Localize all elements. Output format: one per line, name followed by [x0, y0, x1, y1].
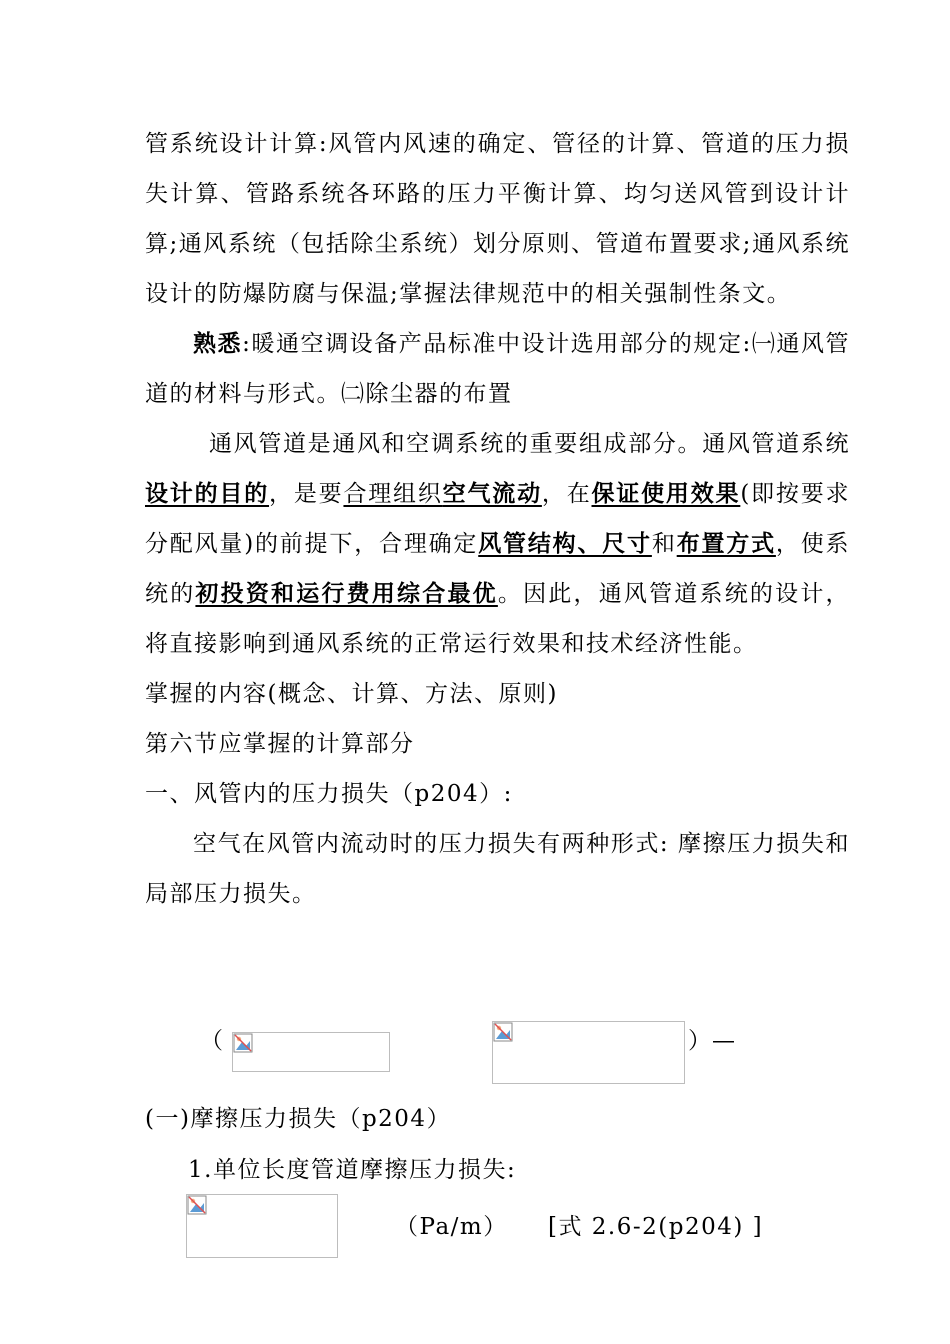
broken-image-icon	[233, 1033, 253, 1053]
body-text	[145, 119, 850, 919]
formula-reference: [式 2.6-2(p204) ]	[548, 1214, 764, 1240]
formula-unit: （Pa/m）	[395, 1214, 508, 1240]
familiar-label: 熟悉	[193, 330, 243, 357]
paragraph-design-calc: 管系统设计计算:风管内风速的确定、管径的计算、管道的压力损失计算、管路系统各环路的压力平衡计算、均匀送风管到设计计算;通风系统（包括除尘系统）划分原则、管道布置要求;通风系统设计的防爆防腐与保温;掌握法律规范中的相关强制性条文。	[145, 131, 850, 307]
formula-close-paren: ）	[688, 1028, 713, 1054]
paragraph-duct-purpose: 通风管道是通风和空调系统的重要组成部分。通风管道系统设计的目的，是要合理组织空气流动，在保证使用效果(即按要求分配风量)的前提下，合理确定风管结构、尺寸和布置方式，使系统的初投资和运行费用综合最优。因此，通风管道系统的设计，将直接影响到通风系统的正常运行效果和技术经济性能。	[145, 431, 851, 657]
paragraph-familiar: 熟悉:暖通空调设备产品标准中设计选用部分的规定:㈠通风管道的材料与形式。㈡除尘器的布置	[145, 330, 851, 407]
subheading-friction-loss: (一)摩擦压力损失（p204）	[145, 1106, 452, 1132]
broken-image-icon	[187, 1195, 207, 1215]
formula-image-2	[492, 1021, 685, 1084]
broken-image-icon	[493, 1022, 513, 1042]
formula-open-paren: （	[200, 1028, 225, 1054]
paragraph-two-forms: 空气在风管内流动时的压力损失有两种形式: 摩擦压力损失和局部压力损失。	[145, 831, 850, 907]
heading-pressure-loss: 一、风管内的压力损失（p204）:	[145, 781, 513, 807]
formula-image-3	[186, 1194, 338, 1258]
line-section-six: 第六节应掌握的计算部分	[145, 731, 415, 757]
formula-image-1	[232, 1032, 390, 1072]
formula-tail-mark: —	[712, 1028, 737, 1054]
item-unit-length-loss: 1.单位长度管道摩擦压力损失:	[188, 1157, 517, 1183]
line-master-content: 掌握的内容(概念、计算、方法、原则)	[145, 681, 558, 707]
